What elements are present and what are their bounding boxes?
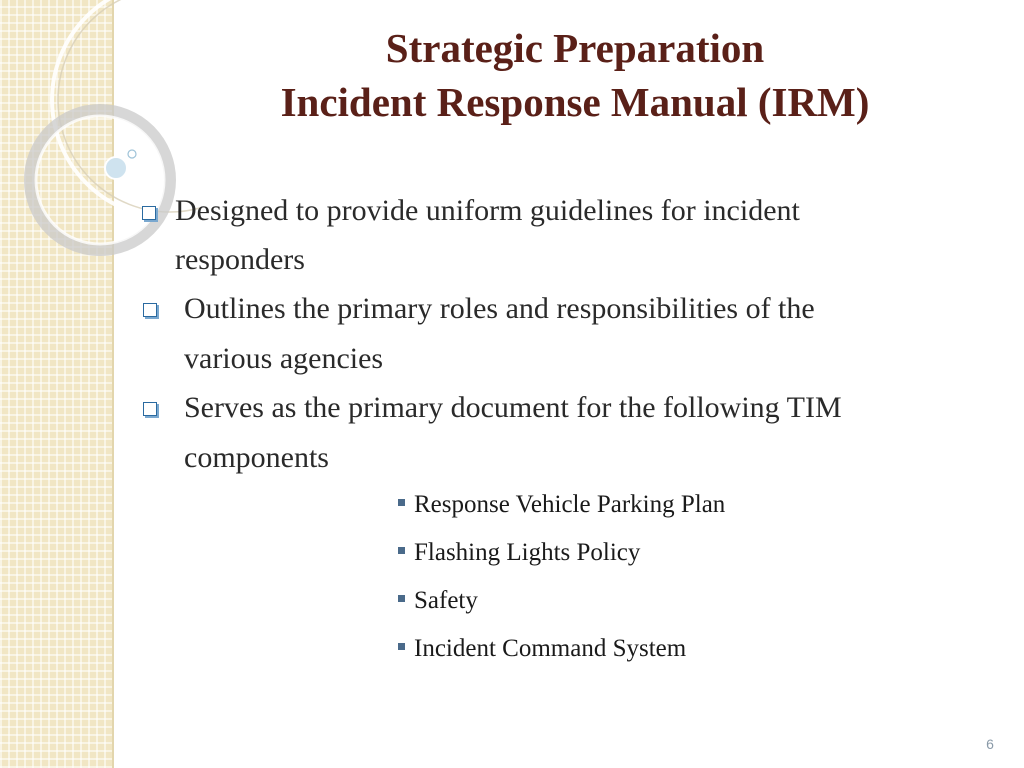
bullet-1-line2: responders — [175, 243, 305, 276]
decorative-rings — [0, 0, 200, 300]
bullet-3-line1: Serves as the primary document for the following TIM — [184, 391, 842, 424]
square-bullet-icon — [398, 499, 405, 506]
small-ring-dot — [128, 150, 136, 158]
checkbox-bullet-icon — [142, 206, 156, 220]
sub-bullet-item — [398, 538, 640, 568]
square-bullet-icon — [398, 643, 405, 650]
bead-dot — [105, 157, 127, 179]
slide-subtitle: Incident Response Manual (IRM) — [280, 79, 870, 125]
checkbox-bullet-icon — [143, 303, 157, 317]
sub-bullet-text: Safety — [414, 587, 478, 614]
ring-medium-inner — [36, 116, 164, 244]
sub-bullet-item — [398, 586, 478, 616]
sub-bullet-item — [398, 634, 686, 664]
bullet-1-line1: Designed to provide uniform guidelines for incident — [175, 194, 800, 227]
ring-medium — [30, 110, 170, 250]
sub-bullet-item — [398, 490, 725, 520]
bullet-2-line1: Outlines the primary roles and responsibilities of the — [184, 292, 815, 325]
ring-large-edge — [58, 0, 200, 212]
square-bullet-icon — [398, 595, 405, 602]
page-number: 6 — [986, 736, 994, 752]
checkbox-bullet-icon — [143, 402, 157, 416]
slide-title: Strategic Preparation — [385, 25, 765, 71]
sub-bullet-text: Response Vehicle Parking Plan — [414, 491, 726, 518]
square-bullet-icon — [398, 547, 405, 554]
bullet-2-line2: various agencies — [184, 342, 384, 375]
sub-bullet-text: Flashing Lights Policy — [414, 539, 641, 566]
bullet-3-line2: components — [184, 441, 329, 474]
sub-bullet-text: Incident Command System — [414, 635, 687, 662]
